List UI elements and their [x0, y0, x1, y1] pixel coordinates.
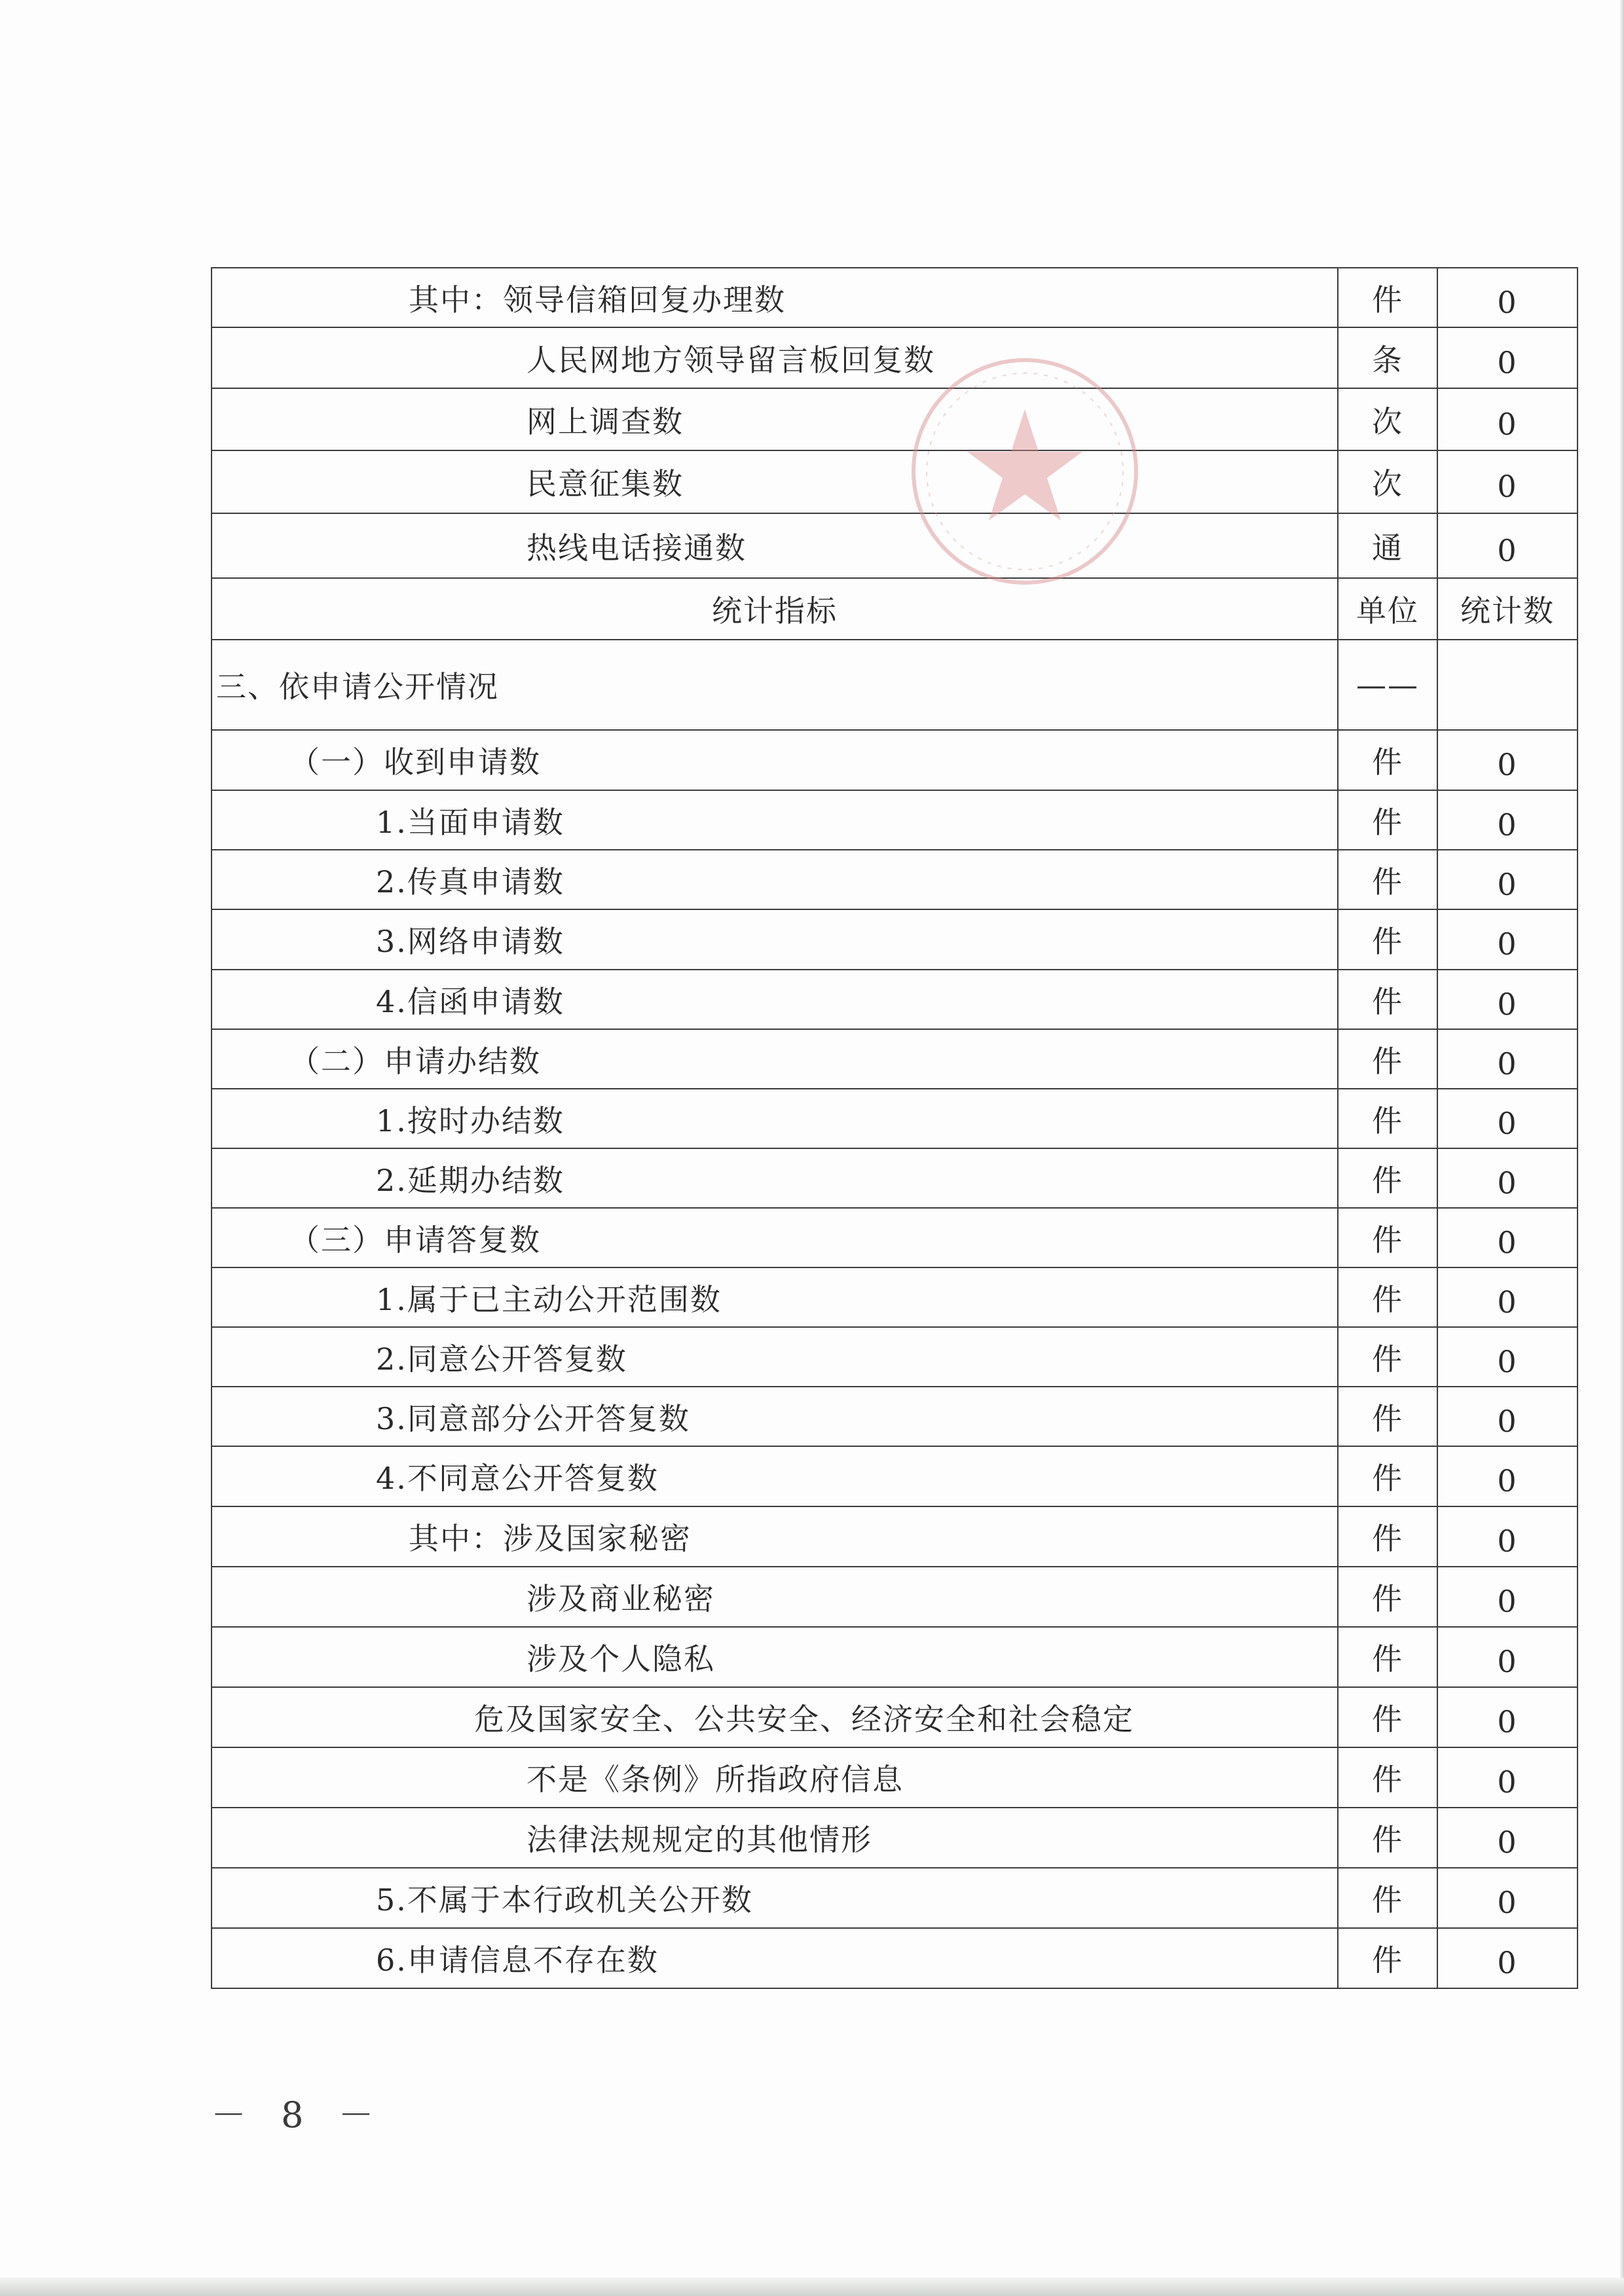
table-row — [212, 1446, 1578, 1506]
row-count: 0 — [1437, 1327, 1578, 1387]
row-unit: 件 — [1338, 730, 1437, 790]
row-unit: —— — [1338, 640, 1437, 730]
section-title: 三、依申请公开情况 — [212, 640, 1338, 730]
table-row — [212, 1567, 1578, 1627]
row-unit: 件 — [1338, 1868, 1437, 1928]
row-label: 涉及个人隐私 — [212, 1627, 1338, 1687]
row-unit: 件 — [1338, 1627, 1437, 1687]
row-label: 人民网地方领导留言板回复数 — [212, 327, 1338, 388]
row-label: （一）收到申请数 — [212, 730, 1338, 790]
row-count: 0 — [1437, 1808, 1578, 1868]
row-label: 2.同意公开答复数 — [212, 1327, 1338, 1387]
table-row — [212, 640, 1578, 730]
star-icon — [967, 409, 1082, 520]
table-row — [212, 513, 1578, 578]
row-count: 0 — [1437, 909, 1578, 970]
table-row — [212, 327, 1578, 388]
table-row — [212, 1747, 1578, 1808]
row-unit: 件 — [1338, 1747, 1437, 1808]
row-label: （三）申请答复数 — [212, 1208, 1338, 1267]
row-count: 0 — [1437, 1267, 1578, 1327]
row-label: 危及国家安全、公共安全、经济安全和社会稳定 — [212, 1687, 1338, 1747]
row-label: 网上调查数 — [212, 388, 1338, 450]
table-row — [212, 1808, 1578, 1868]
row-count: 0 — [1437, 1687, 1578, 1747]
page-number: － 8 － — [211, 2094, 386, 2136]
row-unit: 件 — [1338, 1267, 1437, 1327]
table-row — [212, 850, 1578, 909]
header-indicator: 统计指标 — [212, 578, 1338, 640]
table-row — [212, 1687, 1578, 1747]
table-row — [212, 1208, 1578, 1267]
row-label: 其中：涉及国家秘密 — [212, 1506, 1338, 1567]
row-unit: 次 — [1338, 388, 1437, 450]
row-label: 5.不属于本行政机关公开数 — [212, 1868, 1338, 1928]
row-unit: 件 — [1338, 268, 1437, 327]
row-count: 0 — [1437, 1567, 1578, 1627]
row-count: 0 — [1437, 268, 1578, 327]
row-label: 1.属于已主动公开范围数 — [212, 1267, 1338, 1327]
row-unit: 件 — [1338, 1506, 1437, 1567]
table-row — [212, 970, 1578, 1029]
row-count: 0 — [1437, 1208, 1578, 1267]
row-count: 0 — [1437, 450, 1578, 513]
row-unit: 件 — [1338, 1808, 1437, 1868]
row-unit: 条 — [1338, 327, 1437, 388]
row-count: 0 — [1437, 327, 1578, 388]
row-count: 0 — [1437, 513, 1578, 578]
row-unit: 件 — [1338, 909, 1437, 970]
row-unit: 件 — [1338, 1148, 1437, 1208]
row-unit: 件 — [1338, 1387, 1437, 1446]
row-label: 2.延期办结数 — [212, 1148, 1338, 1208]
row-label: 1.当面申请数 — [212, 790, 1338, 850]
row-unit: 件 — [1338, 1567, 1437, 1627]
row-count: 0 — [1437, 1506, 1578, 1567]
table-row — [212, 1327, 1578, 1387]
page-edge-shadow-bottom — [0, 2278, 1624, 2296]
row-count — [1437, 640, 1578, 730]
row-count: 0 — [1437, 1089, 1578, 1148]
official-seal — [907, 340, 1143, 602]
row-label: 4.信函申请数 — [212, 970, 1338, 1029]
row-label: 3.网络申请数 — [212, 909, 1338, 970]
row-label: 3.同意部分公开答复数 — [212, 1387, 1338, 1446]
row-label: 涉及商业秘密 — [212, 1567, 1338, 1627]
table-row — [212, 1387, 1578, 1446]
table-row — [212, 730, 1578, 790]
table-header-row — [212, 578, 1578, 640]
row-count: 0 — [1437, 1868, 1578, 1928]
row-label: 热线电话接通数 — [212, 513, 1338, 578]
row-label: 不是《条例》所指政府信息 — [212, 1747, 1338, 1808]
row-unit: 通 — [1338, 513, 1437, 578]
table-row — [212, 790, 1578, 850]
row-count: 0 — [1437, 850, 1578, 909]
row-unit: 件 — [1338, 1089, 1437, 1148]
row-unit: 件 — [1338, 970, 1437, 1029]
header-count: 统计数 — [1437, 578, 1578, 640]
row-label: 6.申请信息不存在数 — [212, 1928, 1338, 1988]
row-count: 0 — [1437, 1148, 1578, 1208]
row-count: 0 — [1437, 1928, 1578, 1988]
row-count: 0 — [1437, 790, 1578, 850]
row-count: 0 — [1437, 1446, 1578, 1506]
page-edge-shadow — [1620, 0, 1624, 2296]
row-count: 0 — [1437, 388, 1578, 450]
row-label: 法律法规规定的其他情形 — [212, 1808, 1338, 1868]
row-label: 民意征集数 — [212, 450, 1338, 513]
statistics-table — [211, 267, 1578, 1989]
row-unit: 件 — [1338, 850, 1437, 909]
row-count: 0 — [1437, 1627, 1578, 1687]
table-row — [212, 1868, 1578, 1928]
table-row — [212, 388, 1578, 450]
table-row — [212, 909, 1578, 970]
row-count: 0 — [1437, 1029, 1578, 1089]
row-count: 0 — [1437, 1387, 1578, 1446]
row-count: 0 — [1437, 730, 1578, 790]
row-label: 其中：领导信箱回复办理数 — [212, 268, 1338, 327]
row-count: 0 — [1437, 1747, 1578, 1808]
row-unit: 件 — [1338, 1687, 1437, 1747]
table-row — [212, 1089, 1578, 1148]
table-row — [212, 1029, 1578, 1089]
row-unit: 件 — [1338, 1208, 1437, 1267]
row-unit: 件 — [1338, 1327, 1437, 1387]
table-row — [212, 1627, 1578, 1687]
row-unit: 件 — [1338, 790, 1437, 850]
row-label: 1.按时办结数 — [212, 1089, 1338, 1148]
row-label: （二）申请办结数 — [212, 1029, 1338, 1089]
table-row — [212, 268, 1578, 327]
row-count: 0 — [1437, 970, 1578, 1029]
row-unit: 次 — [1338, 450, 1437, 513]
row-unit: 件 — [1338, 1029, 1437, 1089]
table-row — [212, 1267, 1578, 1327]
row-label: 4.不同意公开答复数 — [212, 1446, 1338, 1506]
row-unit: 件 — [1338, 1446, 1437, 1506]
table-row — [212, 1928, 1578, 1988]
row-unit: 件 — [1338, 1928, 1437, 1988]
row-label: 2.传真申请数 — [212, 850, 1338, 909]
table-row — [212, 1148, 1578, 1208]
table-row — [212, 1506, 1578, 1567]
header-unit: 单位 — [1338, 578, 1437, 640]
table-row — [212, 450, 1578, 513]
